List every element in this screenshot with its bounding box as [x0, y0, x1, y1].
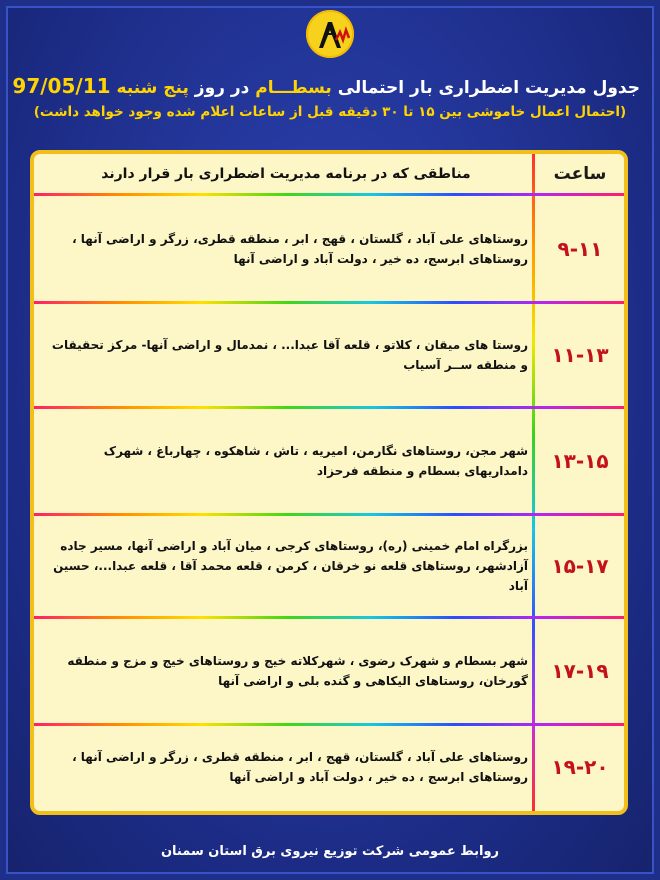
row-time: ۱۷-۱۹ — [551, 659, 609, 683]
schedule-table — [30, 150, 628, 815]
row-time: ۱۵-۱۷ — [551, 554, 609, 578]
row-time: ۹-۱۱ — [557, 236, 603, 261]
table-row — [34, 196, 624, 304]
footer-credit: روابط عمومی شرکت توزیع نیروی برق استان سمنان — [160, 844, 500, 859]
row-time: ۱۹-۲۰ — [551, 755, 609, 779]
header-areas: مناطقی که در برنامه مدیریت اضطراری بار قرار دارند — [101, 165, 471, 182]
page-subtitle: (احتمال اعمال خاموشی بین ۱۵ تا ۳۰ دقیقه قبل از ساعات اعلام شده وجود خواهد داشت) — [33, 104, 627, 120]
power-company-logo — [306, 10, 354, 58]
lightning-tower-icon — [306, 10, 354, 58]
row-areas: روستاهای علی آباد ، گلستان، قهج ، ابر ، منطقه قطری ، زرگر و اراضی آنها ، روستاهای ابرسج ، ده خیر ، دولت آباد و اراضی آنها — [72, 750, 528, 784]
page-title — [12, 74, 640, 98]
title-date: 97/05/11 — [12, 74, 111, 98]
header-time: ساعت — [553, 163, 607, 184]
title-day: پنج شنبه — [116, 78, 189, 98]
row-areas: بزرگراه امام خمینی (ره)، روستاهای کرجی ، میان آباد و اراضی آنها، مسیر جاده آزادشهر، روستاهای قلعه نو خرقان ، کرمن ، قلعه محمد آقا ، قلعه عبدا...، حسین آباد — [53, 539, 528, 593]
row-areas: شهر مجن، روستاهای نگارمن، امیریه ، تاش ، شاهکوه ، چهارباغ ، شهرک دامداریهای بسطام و منطقه فرحزاد — [103, 444, 528, 478]
table-row — [34, 409, 624, 516]
row-areas: شهر بسطام و شهرک رضوی ، شهرکلاته خیج و روستاهای خیج و مزج و منطقه گورخان، روستاهای الیکاهی و گنده بلی و اراضی آنها — [67, 654, 528, 688]
table-header-row — [34, 154, 624, 196]
title-mid: در روز — [194, 78, 250, 98]
table-row — [34, 516, 624, 619]
title-prefix: جدول مدیریت اضطراری بار احتمالی — [337, 78, 640, 98]
table-row — [34, 726, 624, 811]
title-city: بسطـــام — [255, 78, 332, 98]
row-time: ۱۳-۱۵ — [551, 449, 609, 473]
table-row — [34, 304, 624, 409]
row-areas: روستا های میقان ، کلاتو ، قلعه آقا عبدا... ، نمدمال و اراضی آنها- مرکز تحقیقات و منطقه ســر آسیاب — [51, 338, 528, 372]
row-time: ۱۱-۱۳ — [551, 343, 609, 367]
row-areas: روستاهای علی آباد ، گلستان ، قهج ، ابر ، منطقه قطری، زرگر و اراضی آنها ، روستاهای ابرسج، ده خیر ، دولت آباد و اراضی آنها — [72, 231, 528, 266]
table-row — [34, 619, 624, 726]
